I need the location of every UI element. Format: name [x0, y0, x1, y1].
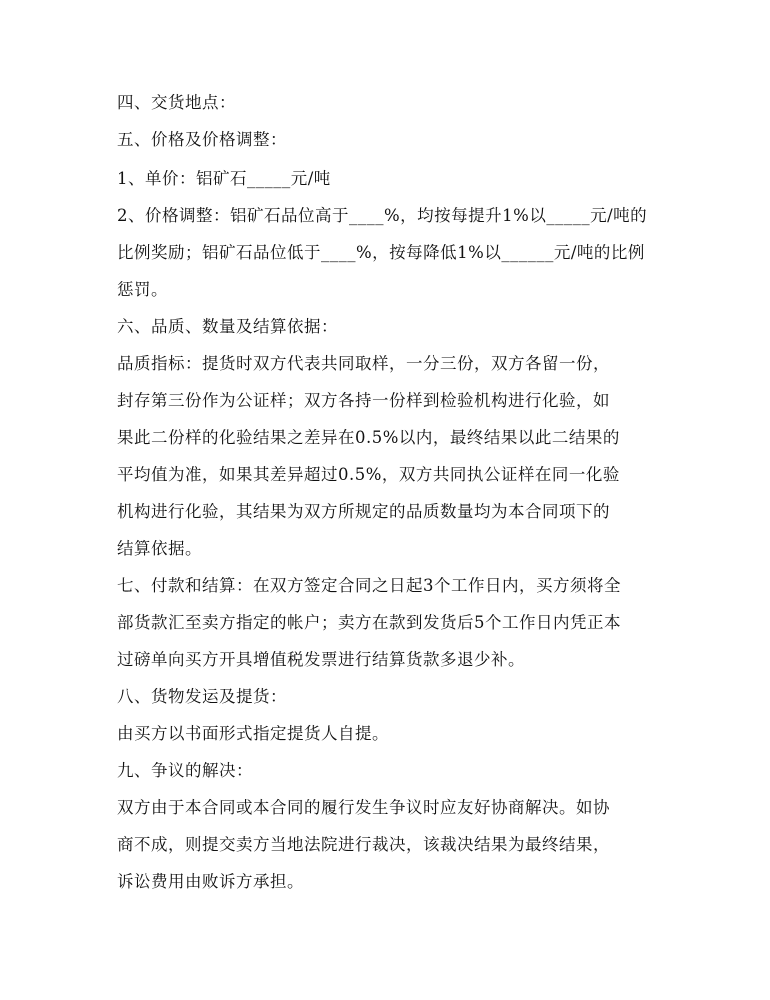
payment-paragraph-line: 部货款汇至卖方指定的帐户；卖方在款到发货后5个工作日内凭正本: [117, 613, 621, 632]
section-heading-quality: 六、品质、数量及结算依据：: [117, 317, 338, 336]
section-heading-shipping: 八、货物发运及提货：: [117, 687, 287, 706]
section-heading-price: 五、价格及价格调整：: [117, 130, 287, 149]
quality-paragraph-line: 果此二份样的化验结果之差异在0.5%以内，最终结果以此二结果的: [117, 428, 620, 447]
section-heading-dispute: 九、争议的解决：: [117, 761, 253, 780]
section-heading-delivery-location: 四、交货地点：: [117, 93, 236, 112]
price-adjustment-line: 比例奖励；铝矿石品位低于____%，按每降低1%以______元/吨的比例: [117, 243, 645, 262]
dispute-paragraph-line: 商不成，则提交卖方当地法院进行裁决，该裁决结果为最终结果，: [117, 835, 610, 854]
payment-paragraph-line: 过磅单向买方开具增值税发票进行结算货款多退少补。: [117, 650, 525, 669]
quality-paragraph-line: 品质指标：提货时双方代表共同取样，一分三份，双方各留一份，: [117, 354, 610, 373]
shipping-paragraph-line: 由买方以书面形式指定提货人自提。: [117, 724, 389, 743]
quality-paragraph-line: 平均值为准，如果其差异超过0.5%，双方共同执公证样在同一化验: [117, 465, 620, 484]
dispute-paragraph-line: 诉讼费用由败诉方承担。: [117, 872, 304, 891]
price-adjustment-line: 惩罚。: [117, 280, 168, 299]
quality-paragraph-line: 封存第三份作为公证样；双方各持一份样到检验机构进行化验，如: [117, 391, 610, 410]
price-adjustment-line: 2、价格调整：铝矿石品位高于____%，均按每提升1%以_____元/吨的: [117, 206, 648, 225]
quality-paragraph-line: 结算依据。: [117, 539, 202, 558]
price-unit-line: 1、单价：铝矿石_____元/吨: [117, 169, 331, 188]
payment-paragraph-line: 七、付款和结算：在双方签定合同之日起3个工作日内，买方须将全: [117, 576, 621, 595]
dispute-paragraph-line: 双方由于本合同或本合同的履行发生争议时应友好协商解决。如协: [117, 798, 610, 817]
quality-paragraph-line: 机构进行化验，其结果为双方所规定的品质数量均为本合同项下的: [117, 502, 610, 521]
